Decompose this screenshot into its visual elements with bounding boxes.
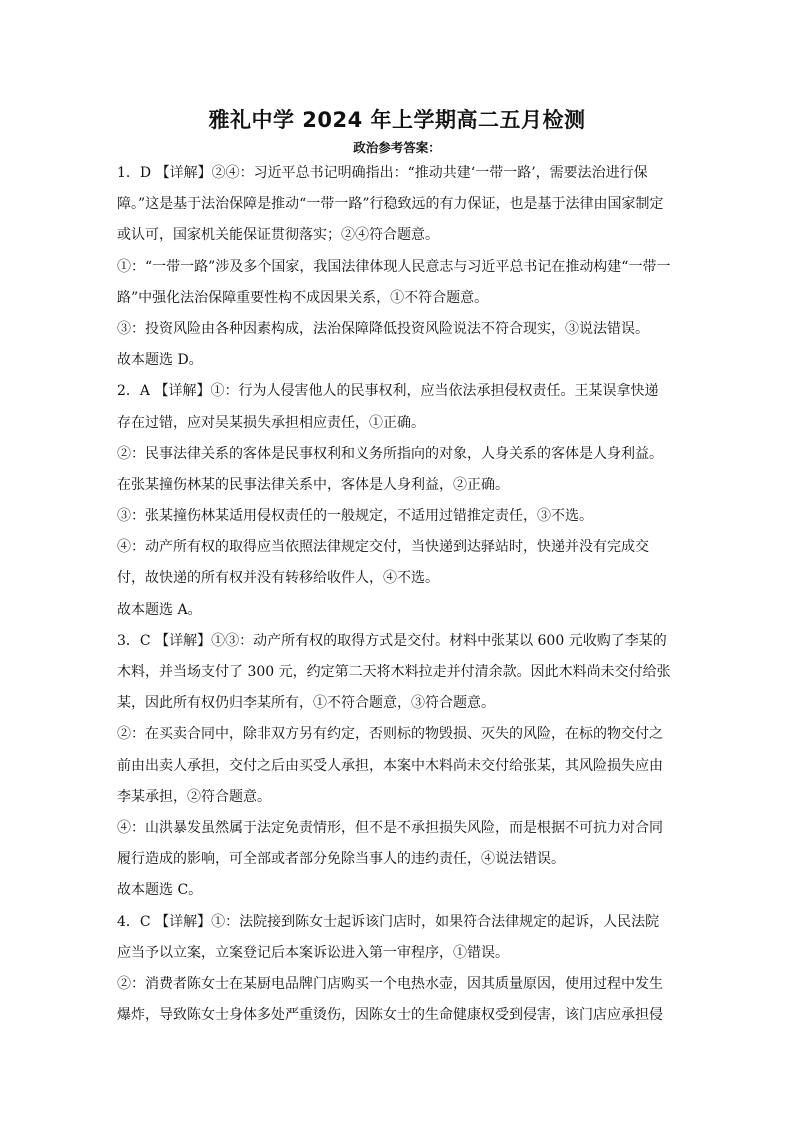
text-line: 3．C 【详解】①③：动产所有权的取得方式是交付。材料中张某以 600 元收购了李某的 [117,632,667,649]
text-line: 障。”这是基于法治保障是推动“一带一路”行稳致远的有力保证，也是基于法律由国家制定 [117,196,664,213]
text-line: ③：投资风险由各种因素构成，法治保障降低投资风险说法不符合现实，③说法错误。 [117,320,649,337]
text-line: 某，因此所有权仍归李某所有，①不符合题意，③符合题意。 [117,695,495,712]
text-line: 路”中强化法治保障重要性构不成因果关系，①不符合题意。 [117,289,489,306]
text-line: 在张某撞伤林某的民事法律关系中，客体是人身利益，②正确。 [117,476,509,493]
answer-body [117,158,677,1031]
page-title: 雅礼中学 2024 年上学期高二五月检测 [208,108,586,132]
text-line: 或认可，国家机关能保证贯彻落实；②④符合题意。 [117,227,439,244]
text-line: ③：张某撞伤林某适用侵权责任的一般规定，不适用过错推定责任，③不选。 [117,508,593,525]
text-line: 故本题选 C。 [117,882,203,899]
text-line: 爆炸，导致陈女士身体多处严重烫伤，因陈女士的生命健康权受到侵害，该门店应承担侵 [117,1007,663,1024]
text-line: 应当予以立案，立案登记后本案诉讼进入第一审程序，①错误。 [117,944,509,961]
text-line: ④：山洪暴发虽然属于法定免责情形，但不是不承担损失风险，而是根据不可抗力对合同 [117,819,663,836]
text-line: 故本题选 D。 [117,352,203,369]
text-line: ②：消费者陈女士在某厨电品牌门店购买一个电热水壶，因其质量原因，使用过程中发生 [117,975,663,992]
text-line: 履行造成的影响，可全部或者部分免除当事人的违约责任，④说法错误。 [117,851,565,868]
text-line: ④：动产所有权的取得应当依照法律规定交付，当快递到达驿站时，快递并没有完成交 [117,539,649,556]
text-line: 前由出卖人承担，交付之后由买受人承担，本案中木料尚未交付给张某，其风险损失应由 [117,757,663,774]
text-line: 李某承担，②符合题意。 [117,788,271,805]
text-line: 木料，并当场支付了 300 元，约定第二天将木料拉走并付清余款。因此木料尚未交付给张 [117,664,671,680]
text-line: ①：“一带一路”涉及多个国家，我国法律体现人民意志与习近平总书记在推动构建“一带一 [117,258,671,275]
text-line: ②：民事法律关系的客体是民事权利和义务所指向的对象，人身关系的客体是人身利益。 [117,445,663,462]
text-line: 故本题选 A。 [117,601,202,618]
text-line: 2．A 【详解】①：行为人侵害他人的民事权利，应当依法承担侵权责任。王某误拿快递 [117,383,659,400]
text-line: 4．C 【详解】①：法院接到陈女士起诉该门店时，如果符合法律规定的起诉，人民法院 [117,913,660,930]
page-subtitle: 政治参考答案： [353,140,441,155]
text-line: 存在过错，应对吴某损失承担相应责任，①正确。 [117,414,425,431]
text-line: 1．D 【详解】②④：习近平总书记明确指出：“推动共建‘一带一路’，需要法治进行保 [117,165,648,181]
text-line: 付，故快递的所有权并没有转移给收件人，④不选。 [117,570,439,587]
text-line: ②：在买卖合同中，除非双方另有约定，否则标的物毁损、灭失的风险，在标的物交付之 [117,726,663,743]
